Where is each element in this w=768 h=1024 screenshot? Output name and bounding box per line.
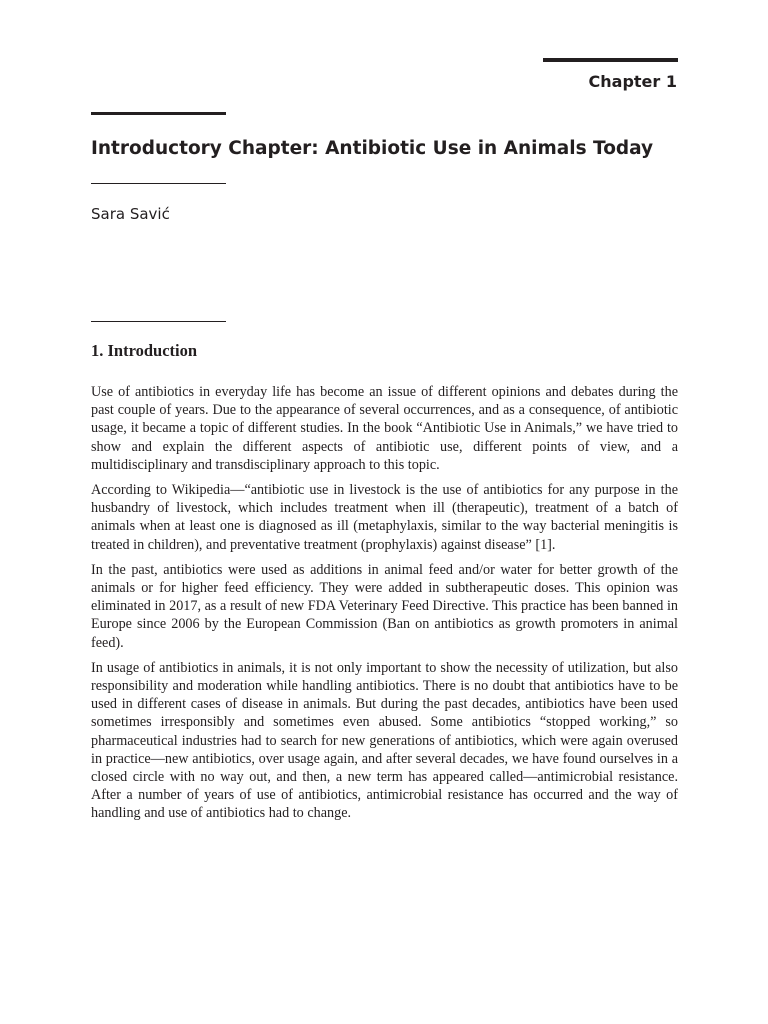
chapter-label: Chapter 1 [588,72,677,91]
paragraph: In the past, antibiotics were used as additions in animal feed and/or water for better growth of the animals or for higher feed efficiency. They were added in subtherapeutic doses. This opinion was eliminated in 2017, as a result of new FDA Veterinary Feed Directive. This practice has been banned in Europe since 2006 by the European Commission (Ban on antibiotics as growth promoters in animal feed). [91,561,678,651]
title-top-rule [91,112,226,115]
chapter-rule [543,58,678,62]
paragraph: In usage of antibiotics in animals, it is not only important to show the necessity of utilization, but also responsibility and moderation while handling antibiotics. There is no doubt that antibiotics have to be used in different cases of disease in animals. But during the past decades, antibiotics have been used sometimes irresponsibly and sometimes even abused. Some antibiotics “stopped working,” so pharmaceutical industries had to search for new generations of antibiotics, which were again overused in practice—new antibiotics, over usage again, and after several decades, we have found ourselves in a closed circle with no way out, and then, a new term has appeared called—antimicrobial resistance. After a number of years of use of antibiotics, antimicrobial resistance has occurred and the way of handling and use of antibiotics had to change. [91,659,678,822]
section-rule [91,321,226,322]
page-title: Introductory Chapter: Antibiotic Use in Animals Today [91,138,654,159]
paragraph: According to Wikipedia—“antibiotic use in livestock is the use of antibiotics for any purpose in the husbandry of livestock, which includes treatment when ill (therapeutic), treatment of a batch of animals when at least one is diagnosed as ill (metaphylaxis, similar to the way bacterial meningitis is treated in children), and preventative treatment (prophylaxis) against disease” [1]. [91,482,678,553]
paragraph: Use of antibiotics in everyday life has become an issue of different opinions and debates during the past couple of years. Due to the appearance of several occurrences, and as a consequence, of antibiotic usage, it became a topic of different studies. In the book “Antibiotic Use in Animals,” we have tried to show and explain the different aspects of antibiotic use, different points of view, and a multidisciplinary and transdisciplinary approach to this topic. [91,384,678,473]
section-body [91,383,678,830]
author-name: Sara Savić [91,205,170,223]
title-bottom-rule [91,183,226,184]
section-heading: 1. Introduction [91,341,198,360]
